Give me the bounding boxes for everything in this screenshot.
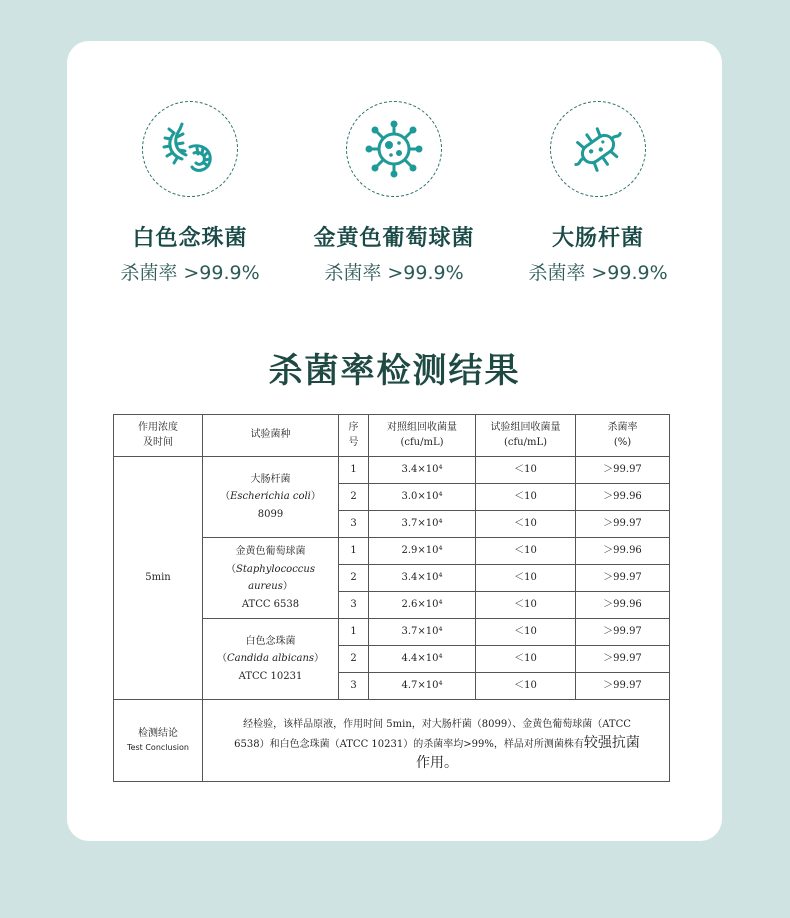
conclusion-label: 检测结论 Test Conclusion [114,700,203,782]
icon-circle [142,101,238,197]
control-cell: 4.4×10⁴ [369,646,476,673]
control-cell: 3.4×10⁴ [369,457,476,484]
seq-cell: 1 [339,538,369,565]
rate-cell: ＞99.97 [576,565,670,592]
header-time: 作用浓度 及时间 [114,415,203,457]
rate-cell: ＞99.97 [576,619,670,646]
bacteria-card-candida [75,101,305,285]
seq-cell: 3 [339,592,369,619]
rate-cell: ＞99.96 [576,484,670,511]
rate-cell: ＞99.97 [576,511,670,538]
staphylococcus-icon [363,118,425,180]
test-cell: ＜10 [476,673,576,700]
section-heading: 杀菌率检测结果 [268,351,521,391]
header-control: 对照组回收菌量 (cfu/mL) [369,415,476,457]
content-card [67,41,722,841]
conclusion-text: 经检验，该样品原液，作用时间 5min，对大肠杆菌（8099）、金黄色葡萄球菌（ATCC 6538）和白色念珠菌（ATCC 10231）的杀菌率均>99%，样品对所测菌株有较强抗菌作用。 [203,700,670,782]
test-cell: ＜10 [476,565,576,592]
control-cell: 3.7×10⁴ [369,619,476,646]
rate-cell: ＞99.96 [576,538,670,565]
seq-cell: 2 [339,484,369,511]
kill-rate: 杀菌率 >99.9% [120,262,260,284]
rate-cell: ＞99.96 [576,592,670,619]
icon-circle [346,101,442,197]
control-cell: 4.7×10⁴ [369,673,476,700]
test-report-table [113,414,670,782]
test-cell: ＜10 [476,646,576,673]
test-cell: ＜10 [476,619,576,646]
seq-cell: 1 [339,619,369,646]
test-cell: ＜10 [476,457,576,484]
kill-rate: 杀菌率 >99.9% [528,262,668,284]
control-cell: 2.6×10⁴ [369,592,476,619]
control-cell: 3.4×10⁴ [369,565,476,592]
candida-icon [160,119,220,179]
kill-rate: 杀菌率 >99.9% [324,262,464,284]
rate-cell: ＞99.97 [576,646,670,673]
time-cell: 5min [114,457,203,700]
bacteria-name: 白色念珠菌 [132,226,248,251]
bacteria-name: 金黄色葡萄球菌 [313,226,475,251]
table-row [114,457,670,484]
bacteria-card-staphylococcus [279,101,509,285]
seq-cell: 3 [339,511,369,538]
icon-circle [550,101,646,197]
seq-cell: 1 [339,457,369,484]
test-cell: ＜10 [476,511,576,538]
test-cell: ＜10 [476,592,576,619]
rate-cell: ＞99.97 [576,673,670,700]
conclusion-row [114,700,670,782]
strain-cell: 金黄色葡萄球菌 （Staphylococcus aureus） ATCC 6538 [203,538,339,619]
seq-cell: 2 [339,565,369,592]
seq-cell: 2 [339,646,369,673]
strain-cell: 大肠杆菌 （Escherichia coli） 8099 [203,457,339,538]
control-cell: 3.0×10⁴ [369,484,476,511]
test-cell: ＜10 [476,484,576,511]
header-seq: 序 号 [339,415,369,457]
test-cell: ＜10 [476,538,576,565]
header-strain: 试验菌种 [203,415,339,457]
bacteria-name: 大肠杆菌 [551,226,644,251]
strain-cell: 白色念珠菌 （Candida albicans） ATCC 10231 [203,619,339,700]
bacteria-card-e-coli [483,101,713,285]
control-cell: 3.7×10⁴ [369,511,476,538]
rate-cell: ＞99.97 [576,457,670,484]
control-cell: 2.9×10⁴ [369,538,476,565]
seq-cell: 3 [339,673,369,700]
table-header-row [114,415,670,457]
e-coli-icon [567,118,629,180]
header-test: 试验组回收菌量 (cfu/mL) [476,415,576,457]
header-rate: 杀菌率 (%) [576,415,670,457]
